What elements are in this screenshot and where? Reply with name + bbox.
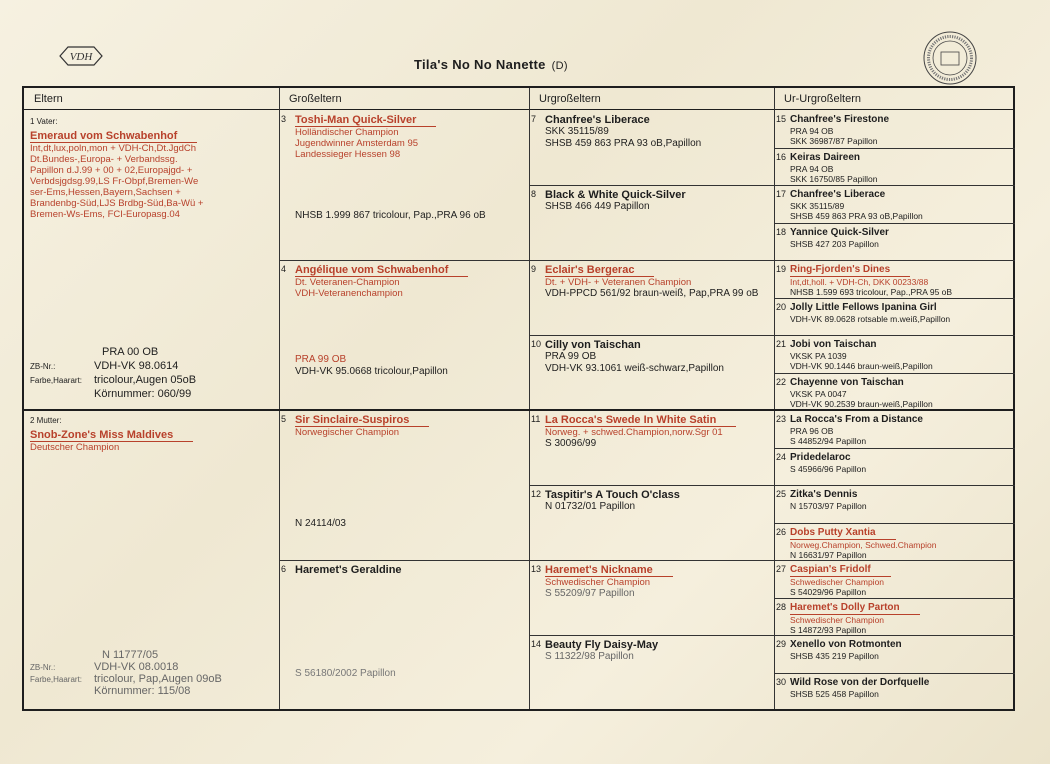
dam-titles: [30, 442, 275, 453]
ancestor-cell: [281, 564, 525, 708]
header-grandparents: Großeltern: [279, 88, 529, 110]
ancestor-name: Pridedelaroc: [790, 451, 851, 463]
sire-hd: PRA 00 OB: [102, 346, 159, 358]
ancestor-cell: [776, 451, 1011, 484]
ancestor-name: Haremet's Geraldine: [295, 564, 402, 576]
dam-cell: [30, 415, 275, 705]
ancestor-registration: PRA 99 OB: [545, 351, 597, 362]
sire-title-line: Papillon d.J.99 + 00 + 02,Europajgd- +: [30, 165, 193, 176]
dam-zb-label: ZB-Nr.:: [30, 663, 56, 672]
ancestor-name: Chanfree's Liberace: [790, 189, 886, 200]
pedigree-table: [22, 86, 1015, 711]
column-divider: [529, 88, 530, 709]
ancestor-number: 9: [531, 264, 537, 274]
ancestor-cell: [776, 114, 1011, 146]
ancestor-name: La Rocca's From a Distance: [790, 414, 923, 425]
ancestor-name: Xenello von Rotmonten: [790, 639, 902, 650]
ancestor-cell: [776, 301, 1011, 334]
ancestor-registration: PRA 96 OB: [790, 426, 834, 436]
ancestor-number: 8: [531, 189, 537, 199]
ancestor-number: 13: [531, 564, 542, 574]
ancestor-name: Caspian's Fridolf: [790, 564, 891, 577]
ancestor-registration: SHSB 435 219 Papillon: [790, 651, 879, 661]
ancestor-name: Eclair's Bergerac: [545, 264, 654, 277]
sire-dam-divider: [24, 409, 1015, 411]
ancestor-title: Landessieger Hessen 98: [295, 149, 401, 160]
ancestor-title: Dt. + VDH- + Veteranen Champion: [545, 277, 692, 288]
ancestor-registration: S 30096/99: [545, 438, 597, 449]
dam-koer: Körnummer: 115/08: [94, 685, 191, 697]
vdh-logo-icon: [58, 45, 104, 67]
ancestor-number: 19: [776, 264, 787, 274]
ancestor-title: Norwegischer Champion: [295, 427, 400, 438]
ancestor-registration: VKSK PA 0047: [790, 388, 847, 399]
ancestor-cell: [531, 189, 770, 258]
ancestor-number: 7: [531, 114, 537, 124]
ancestor-number: 28: [776, 601, 787, 612]
ancestor-name: Black & White Quick-Silver: [545, 189, 686, 201]
row-divider: [774, 298, 1015, 299]
ancestor-registration: NHSB 1.599 693 tricolour, Pap.,PRA 95 oB: [790, 287, 953, 297]
ancestor-cell: [776, 564, 1011, 597]
row-divider: [529, 485, 774, 486]
ancestor-number: 26: [776, 526, 787, 537]
ancestor-name: Haremet's Nickname: [545, 564, 673, 577]
ancestor-name: Yannice Quick-Silver: [790, 226, 889, 238]
ancestor-cell: [531, 264, 770, 333]
ancestor-number: 5: [281, 414, 287, 424]
row-divider: [529, 260, 774, 261]
ancestor-registration: VDH-VK 95.0668 tricolour,Papillon: [295, 366, 448, 377]
ancestor-title: Schwedischer Champion: [790, 577, 885, 587]
ancestor-title: Int,dt,holl. + VDH-Ch, DKK 00233/88: [790, 277, 929, 287]
ancestor-number: 20: [776, 301, 787, 312]
row-divider: [529, 635, 774, 636]
ancestor-title: Norweg. + schwed.Champion,norw.Sgr 01: [545, 427, 723, 438]
ancestor-registration: SKK 16750/85 Papillon: [790, 173, 878, 184]
fci-seal-icon: [922, 30, 978, 86]
ancestor-registration: SHSB 525 458 Papillon: [790, 688, 879, 699]
row-divider: [774, 448, 1015, 449]
ancestor-title: Norweg.Champion, Schwed.Champion: [790, 539, 937, 550]
ancestor-title: Holländischer Champion: [295, 127, 399, 138]
ancestor-number: 30: [776, 676, 787, 687]
sire-title-line: Int,dt,lux,poln,mon + VDH-Ch,Dt.JgdCh: [30, 143, 197, 154]
row-divider: [529, 335, 774, 336]
ancestor-registration: S 56180/2002 Papillon: [295, 668, 396, 679]
row-divider: [529, 185, 774, 186]
ancestor-cell: [531, 339, 770, 408]
column-divider: [774, 88, 775, 709]
row-divider: [774, 635, 1015, 636]
ancestor-registration: PRA 94 OB: [790, 126, 834, 136]
ancestor-cell: [281, 414, 525, 558]
row-divider: [774, 185, 1015, 186]
ancestor-registration: N 01732/01 Papillon: [545, 501, 636, 512]
ancestor-cell: [776, 151, 1011, 184]
row-divider: [774, 673, 1015, 674]
ancestor-number: 27: [776, 564, 787, 574]
row-divider: [774, 223, 1015, 224]
ancestor-cell: [531, 564, 770, 633]
ancestor-name: La Rocca's Swede In White Satin: [545, 414, 736, 427]
row-divider: [774, 260, 1015, 261]
sire-title-line: Verbdsjgdsg.99,LS Fr-Obpf,Bremen-We: [30, 176, 199, 187]
ancestor-number: 21: [776, 339, 787, 349]
ancestor-name: Beauty Fly Daisy-May: [545, 639, 659, 651]
ancestor-registration: S 14872/93 Papillon: [790, 624, 867, 635]
ancestor-number: 15: [776, 114, 787, 124]
ancestor-registration: S 54029/96 Papillon: [790, 587, 867, 597]
ancestor-cell: [776, 376, 1011, 409]
ancestor-registration: VKSK PA 1039: [790, 351, 847, 361]
ancestor-name: Angélique vom Schwabenhof: [295, 264, 468, 277]
row-divider: [774, 148, 1015, 149]
ancestor-cell: [776, 226, 1011, 259]
ancestor-name: Chanfree's Liberace: [545, 114, 650, 126]
ancestor-name: Keiras Daireen: [790, 151, 861, 163]
row-divider: [774, 523, 1015, 524]
ancestor-name: Toshi-Man Quick-Silver: [295, 114, 436, 127]
ancestor-registration: N 16631/97 Papillon: [790, 549, 867, 560]
ancestor-registration: VDH-VK 90.2539 braun-weiß,Papillon: [790, 398, 933, 409]
ancestor-cell: [531, 639, 770, 708]
ancestor-number: 3: [281, 114, 287, 124]
title-suffix: (D): [551, 60, 568, 72]
ancestor-name: Zitka's Dennis: [790, 489, 858, 500]
row-divider: [774, 485, 1015, 486]
sire-title-line: Brandenbg-Süd,LJS Brdbg-Süd,Ba-Wü +: [30, 198, 204, 209]
ancestor-registration: N 15703/97 Papillon: [790, 501, 867, 511]
ancestor-registration: VDH-VK 90.1446 braun-weiß,Papillon: [790, 361, 933, 371]
ancestor-number: 24: [776, 451, 787, 462]
ancestor-registration: SKK 35115/89: [790, 201, 845, 211]
sire-name: Emeraud vom Schwabenhof: [30, 130, 197, 143]
ancestor-hd: PRA 99 OB: [295, 354, 347, 365]
document-title: [414, 57, 568, 72]
ancestor-number: 10: [531, 339, 542, 349]
header-great-great-grandparents: Ur-Urgroßeltern: [774, 88, 1015, 110]
ancestor-name: Chayenne von Taischan: [790, 376, 904, 388]
ancestor-number: 4: [281, 264, 287, 274]
dam-label: 2 Mutter:: [30, 416, 62, 425]
ancestor-registration: S 55209/97 Papillon: [545, 588, 635, 599]
dam-name: Snob-Zone's Miss Maldives: [30, 429, 193, 442]
sire-title-line: ser-Ems,Hessen,Bayern,Sachsen +: [30, 187, 181, 198]
svg-text:VDH: VDH: [69, 51, 93, 63]
ancestor-name: Sir Sinclaire-Suspiros: [295, 414, 429, 427]
dam-zb: VDH-VK 08.0018: [94, 661, 179, 673]
sire-color: tricolour,Augen 05oB: [94, 374, 197, 386]
ancestor-cell: [531, 114, 770, 183]
ancestor-registration: N 24114/03: [295, 518, 346, 529]
ancestor-number: 25: [776, 489, 787, 499]
ancestor-name: Dobs Putty Xantia: [790, 527, 896, 540]
row-divider: [279, 560, 529, 561]
ancestor-name: Haremet's Dolly Parton: [790, 602, 920, 615]
ancestor-number: 12: [531, 489, 542, 499]
row-divider: [279, 260, 529, 261]
row-divider: [529, 560, 774, 561]
ancestor-registration: S 44852/94 Papillon: [790, 436, 867, 446]
ancestor-name: Jolly Little Fellows Ipanina Girl: [790, 301, 937, 313]
ancestor-registration: VDH-VK 89.0628 rotsable m.weiß,Papillon: [790, 313, 951, 324]
ancestor-registration: SHSB 459 863 PRA 93 oB,Papillon: [790, 211, 923, 221]
ancestor-registration: SHSB 466 449 Papillon: [545, 201, 650, 212]
ancestor-registration: S 11322/98 Papillon: [545, 651, 634, 662]
column-divider: [279, 88, 280, 709]
row-divider: [774, 335, 1015, 336]
ancestor-cell: [776, 264, 1011, 297]
ancestor-cell: [776, 639, 1011, 671]
ancestor-registration: SKK 35115/89: [545, 126, 609, 137]
sire-label: 1 Vater:: [30, 117, 58, 126]
ancestor-name: Wild Rose von der Dorfquelle: [790, 676, 930, 688]
ancestor-number: 23: [776, 414, 787, 424]
ancestor-registration: SHSB 459 863 PRA 93 oB,Papillon: [545, 138, 702, 149]
sire-cell: [30, 116, 275, 406]
ancestor-registration: PRA 94 OB: [790, 163, 834, 174]
ancestor-title: Schwedischer Champion: [545, 577, 651, 588]
ancestor-number: 17: [776, 189, 787, 199]
ancestor-number: 18: [776, 226, 787, 237]
ancestor-number: 6: [281, 564, 287, 574]
header-great-grandparents: Urgroßeltern: [529, 88, 774, 110]
sire-koer: Körnummer: 060/99: [94, 388, 192, 400]
ancestor-number: 11: [531, 414, 541, 424]
ancestor-registration: VDH-VK 93.1061 weiß-schwarz,Papillon: [545, 363, 724, 374]
ancestor-cell: [531, 414, 770, 483]
header-parents: Eltern: [24, 88, 279, 110]
ancestor-registration: SKK 36987/87 Papillon: [790, 136, 878, 146]
sire-zb-label: ZB-Nr.:: [30, 362, 56, 371]
ancestor-number: 16: [776, 151, 787, 162]
ancestor-number: 14: [531, 639, 542, 649]
ancestor-cell: [776, 489, 1011, 521]
ancestor-name: Cilly von Taischan: [545, 339, 641, 351]
ancestor-registration: VDH-PPCD 561/92 braun-weiß, Pap,PRA 99 oB: [545, 288, 759, 299]
dam-hd: N 11777/05: [102, 649, 159, 661]
ancestor-name: Jobi von Taischan: [790, 339, 877, 350]
sire-title-line: Dt.Bundes-,Europa- + Verbandssg.: [30, 154, 178, 165]
ancestor-title: VDH-Veteranenchampion: [295, 288, 403, 299]
ancestor-registration: NHSB 1.999 867 tricolour, Pap.,PRA 96 oB: [295, 210, 486, 221]
ancestor-name: Ring-Fjorden's Dines: [790, 264, 910, 277]
ancestor-name: Taspitir's A Touch O'class: [545, 489, 680, 501]
sire-zb: VDH-VK 98.0614: [94, 360, 179, 372]
ancestor-cell: [776, 601, 1011, 635]
ancestor-title: Jugendwinner Amsterdam 95: [295, 138, 419, 149]
dam-title-line: Deutscher Champion: [30, 442, 120, 453]
ancestor-name: Chanfree's Firestone: [790, 114, 890, 125]
ancestor-number: 29: [776, 639, 787, 649]
row-divider: [774, 373, 1015, 374]
ancestor-cell: [776, 526, 1011, 560]
ancestor-cell: [776, 414, 1011, 446]
dog-name: Tila's No No Nanette: [414, 57, 546, 72]
row-divider: [774, 560, 1015, 561]
ancestor-cell: [531, 489, 770, 558]
ancestor-registration: SHSB 427 203 Papillon: [790, 238, 879, 249]
sire-color-label: Farbe,Haarart:: [30, 376, 83, 385]
sire-titles: [30, 143, 275, 220]
ancestor-number: 22: [776, 376, 787, 387]
ancestor-registration: S 45966/96 Papillon: [790, 463, 867, 474]
ancestor-cell: [281, 264, 525, 408]
row-divider: [774, 598, 1015, 599]
ancestor-cell: [776, 339, 1011, 371]
dam-color: tricolour, Pap,Augen 09oB: [94, 673, 222, 685]
ancestor-cell: [776, 189, 1011, 221]
sire-title-line: Bremen-Ws-Ems, FCI-Europasg.04: [30, 209, 180, 220]
ancestor-cell: [281, 114, 525, 258]
ancestor-cell: [776, 676, 1011, 709]
ancestor-title: Schwedischer Champion: [790, 614, 885, 625]
dam-color-label: Farbe,Haarart:: [30, 675, 83, 684]
ancestor-title: Dt. Veteranen-Champion: [295, 277, 400, 288]
